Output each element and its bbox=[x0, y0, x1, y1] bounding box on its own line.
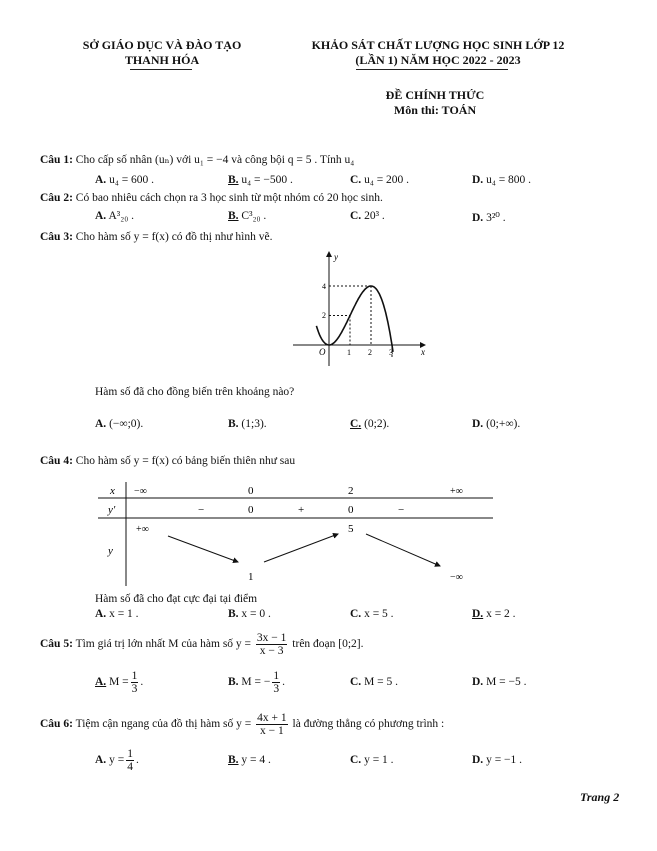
option-letter: D. bbox=[472, 418, 484, 430]
dept-name: SỞ GIÁO DỤC VÀ ĐÀO TẠO bbox=[82, 38, 242, 52]
option-text: x = 0 . bbox=[241, 608, 271, 620]
q2-option-b[interactable] bbox=[228, 210, 266, 222]
option-letter: B. bbox=[228, 608, 239, 620]
fraction-denominator: 3 bbox=[131, 683, 138, 695]
fraction-numerator: 4x + 1 bbox=[257, 712, 287, 724]
fraction-denominator: 3 bbox=[273, 683, 280, 695]
question-label: Câu 3: bbox=[40, 231, 73, 243]
option-letter: C. bbox=[350, 754, 362, 766]
option-text: y = 1 . bbox=[364, 754, 394, 766]
q2-option-c[interactable] bbox=[350, 210, 385, 222]
option-text: u₄ = 800 . bbox=[486, 174, 532, 186]
fraction-numerator: 3x − 1 bbox=[256, 632, 287, 644]
option-prefix: M = bbox=[109, 676, 129, 689]
q4-option-b[interactable] bbox=[228, 608, 271, 620]
fraction-denominator: x − 3 bbox=[259, 645, 284, 657]
option-prefix: y = bbox=[109, 754, 125, 767]
option-text: (0;2). bbox=[364, 418, 390, 430]
option-text: y = −1 . bbox=[486, 754, 523, 766]
x-axis-label: x bbox=[421, 347, 425, 357]
option-letter-correct: D. bbox=[472, 608, 484, 620]
row-y-label: y bbox=[108, 545, 113, 557]
fraction-denominator: x − 1 bbox=[260, 725, 284, 737]
x-value-neg-inf: −∞ bbox=[134, 486, 147, 497]
option-letter: C. bbox=[350, 174, 362, 186]
option-fraction bbox=[131, 670, 139, 695]
option-letter: C. bbox=[350, 608, 362, 620]
y-value-min: 1 bbox=[248, 571, 254, 583]
exam-year: (LẦN 1) NĂM HỌC 2022 - 2023 bbox=[355, 53, 521, 67]
fraction-denominator: 4 bbox=[127, 761, 133, 773]
y-tick-2: 2 bbox=[322, 311, 326, 320]
x-value-0: 0 bbox=[248, 485, 254, 497]
option-text: C³₂₀ . bbox=[241, 210, 267, 222]
option-text: M = −5 . bbox=[486, 676, 527, 688]
x-tick-2: 2 bbox=[368, 348, 372, 357]
option-letter-correct: C. bbox=[350, 418, 362, 430]
option-text: M = 5 . bbox=[364, 676, 399, 688]
option-letter: A. bbox=[95, 418, 107, 430]
option-letter-correct: A. bbox=[95, 676, 107, 689]
function-fraction bbox=[256, 712, 288, 737]
function-graph bbox=[285, 248, 435, 370]
option-text: 20³ . bbox=[364, 210, 385, 222]
fraction-numerator: 1 bbox=[131, 670, 138, 682]
question-stem-b: trên đoạn [0;2]. bbox=[292, 638, 364, 651]
q3-option-a[interactable] bbox=[95, 418, 143, 430]
y-axis-label: y bbox=[334, 252, 338, 262]
option-letter: D. bbox=[472, 212, 484, 224]
option-letter: A. bbox=[95, 210, 107, 222]
question-stem: Cho hàm số y = f(x) có đồ thị như hình vẽ. bbox=[75, 231, 273, 243]
option-text: (1;3). bbox=[241, 418, 267, 430]
y-tick-4: 4 bbox=[322, 282, 326, 291]
row-x-label: x bbox=[110, 485, 115, 497]
question-label: Câu 4: bbox=[40, 455, 73, 467]
option-suffix: . bbox=[282, 676, 285, 689]
option-letter-correct: B. bbox=[228, 210, 239, 222]
option-text: (−∞;0). bbox=[109, 418, 144, 430]
fraction-numerator: 1 bbox=[273, 670, 280, 682]
option-fraction bbox=[272, 670, 280, 695]
option-letter: C. bbox=[350, 210, 362, 222]
q3-option-d[interactable] bbox=[472, 418, 520, 430]
option-text: u₄ = 200 . bbox=[364, 174, 410, 186]
question-stem-a: Tìm giá trị lớn nhất M của hàm số y = bbox=[75, 638, 252, 651]
arrow-decrease-2 bbox=[366, 534, 440, 566]
option-text: u₄ = −500 . bbox=[241, 174, 293, 186]
q4-option-d[interactable] bbox=[472, 608, 516, 620]
q4-question: Hàm số đã cho đạt cực đại tại điểm bbox=[95, 593, 258, 605]
sign-minus-2: − bbox=[398, 504, 405, 516]
option-letter: A. bbox=[95, 754, 107, 767]
origin-label: O bbox=[319, 347, 326, 357]
sign-minus-1: − bbox=[198, 504, 205, 516]
x-tick-3: 3 bbox=[389, 348, 393, 357]
option-text: (0;+∞). bbox=[486, 418, 521, 430]
curve bbox=[316, 286, 393, 352]
option-letter: D. bbox=[472, 754, 484, 766]
q5-option-d[interactable] bbox=[472, 676, 527, 688]
question-label: Câu 5: bbox=[40, 638, 73, 651]
option-letter: D. bbox=[472, 174, 484, 186]
option-prefix: M = − bbox=[241, 676, 271, 689]
row-yprime-label: y′ bbox=[108, 504, 116, 516]
option-text: u₄ = 600 . bbox=[109, 174, 155, 186]
q5-option-b[interactable] bbox=[228, 670, 285, 695]
x-tick-1: 1 bbox=[347, 348, 351, 357]
x-value-2: 2 bbox=[348, 485, 354, 497]
option-text: x = 2 . bbox=[486, 608, 516, 620]
y-value-neg-inf: −∞ bbox=[450, 572, 463, 583]
q6-option-c[interactable] bbox=[350, 754, 394, 766]
question-3 bbox=[40, 231, 272, 243]
option-suffix: . bbox=[140, 676, 144, 689]
q1-option-b[interactable] bbox=[228, 174, 293, 186]
q4-option-c[interactable] bbox=[350, 608, 394, 620]
option-letter: A. bbox=[95, 608, 107, 620]
q1-option-d[interactable] bbox=[472, 174, 531, 186]
q3-option-c[interactable] bbox=[350, 418, 389, 430]
option-letter: C. bbox=[350, 676, 362, 688]
option-letter-correct: B. bbox=[228, 174, 239, 186]
header-underline-left bbox=[130, 69, 192, 70]
exam-title: KHẢO SÁT CHẤT LƯỢNG HỌC SINH LỚP 12 bbox=[311, 38, 565, 52]
x-value-pos-inf: +∞ bbox=[450, 486, 463, 497]
question-stem-b: là đường thẳng có phương trình : bbox=[292, 718, 445, 731]
option-text: x = 5 . bbox=[364, 608, 394, 620]
option-letter: B. bbox=[228, 676, 239, 689]
official-label: ĐỀ CHÍNH THỨC bbox=[385, 88, 485, 102]
q6-option-a[interactable] bbox=[95, 748, 139, 773]
arrow-increase bbox=[264, 534, 338, 562]
q4-option-a[interactable] bbox=[95, 608, 139, 620]
option-text: x = 1 . bbox=[109, 608, 139, 620]
question-label: Câu 6: bbox=[40, 718, 73, 731]
sign-plus: + bbox=[298, 504, 305, 516]
subject-label: Môn thi: TOÁN bbox=[393, 103, 477, 117]
question-stem: Có bao nhiêu cách chọn ra 3 học sinh từ một nhóm có 20 học sinh. bbox=[75, 192, 383, 204]
option-letter-correct: B. bbox=[228, 754, 239, 766]
q3-question: Hàm số đã cho đồng biến trên khoảng nào? bbox=[95, 386, 295, 398]
option-text: A³₂₀ . bbox=[108, 210, 134, 222]
question-6 bbox=[40, 712, 444, 737]
variation-table bbox=[98, 480, 493, 588]
q2-option-d[interactable] bbox=[472, 210, 506, 224]
option-letter: B. bbox=[228, 418, 239, 430]
header-underline-right bbox=[356, 69, 508, 70]
page-number: Trang 2 bbox=[580, 790, 620, 804]
question-2 bbox=[40, 192, 383, 204]
option-text: 3²⁰ . bbox=[486, 212, 506, 224]
dept-province: THANH HÓA bbox=[124, 53, 200, 67]
function-fraction bbox=[256, 632, 288, 657]
q1-option-a[interactable] bbox=[95, 174, 154, 186]
question-label: Câu 2: bbox=[40, 192, 73, 204]
question-stem: Cho cấp số nhân (uₙ) với u₁ = −4 và công bội q = 5 . Tính u₄ bbox=[75, 154, 355, 166]
option-suffix: . bbox=[135, 754, 139, 767]
fraction-numerator: 1 bbox=[127, 748, 133, 760]
question-4 bbox=[40, 455, 295, 467]
q3-option-b[interactable] bbox=[228, 418, 267, 430]
q6-option-b[interactable] bbox=[228, 754, 271, 766]
option-text: y = 4 . bbox=[241, 754, 271, 766]
question-stem-a: Tiệm cận ngang của đồ thị hàm số y = bbox=[75, 718, 252, 731]
question-label: Câu 1: bbox=[40, 154, 73, 166]
sign-zero-2: 0 bbox=[348, 504, 354, 516]
y-value-pos-inf: +∞ bbox=[136, 524, 149, 535]
q2-option-a[interactable] bbox=[95, 210, 134, 222]
arrow-decrease-1 bbox=[168, 536, 238, 562]
q5-option-c[interactable] bbox=[350, 676, 398, 688]
question-1 bbox=[40, 152, 354, 166]
option-letter: D. bbox=[472, 676, 484, 688]
question-stem: Cho hàm số y = f(x) có bảng biến thiên như sau bbox=[75, 455, 296, 467]
option-fraction bbox=[126, 748, 134, 773]
y-value-max: 5 bbox=[348, 523, 354, 535]
q6-option-d[interactable] bbox=[472, 754, 522, 766]
q5-option-a[interactable] bbox=[95, 670, 143, 695]
option-letter: A. bbox=[95, 174, 107, 186]
q1-option-c[interactable] bbox=[350, 174, 409, 186]
question-5 bbox=[40, 632, 364, 657]
sign-zero-1: 0 bbox=[248, 504, 254, 516]
